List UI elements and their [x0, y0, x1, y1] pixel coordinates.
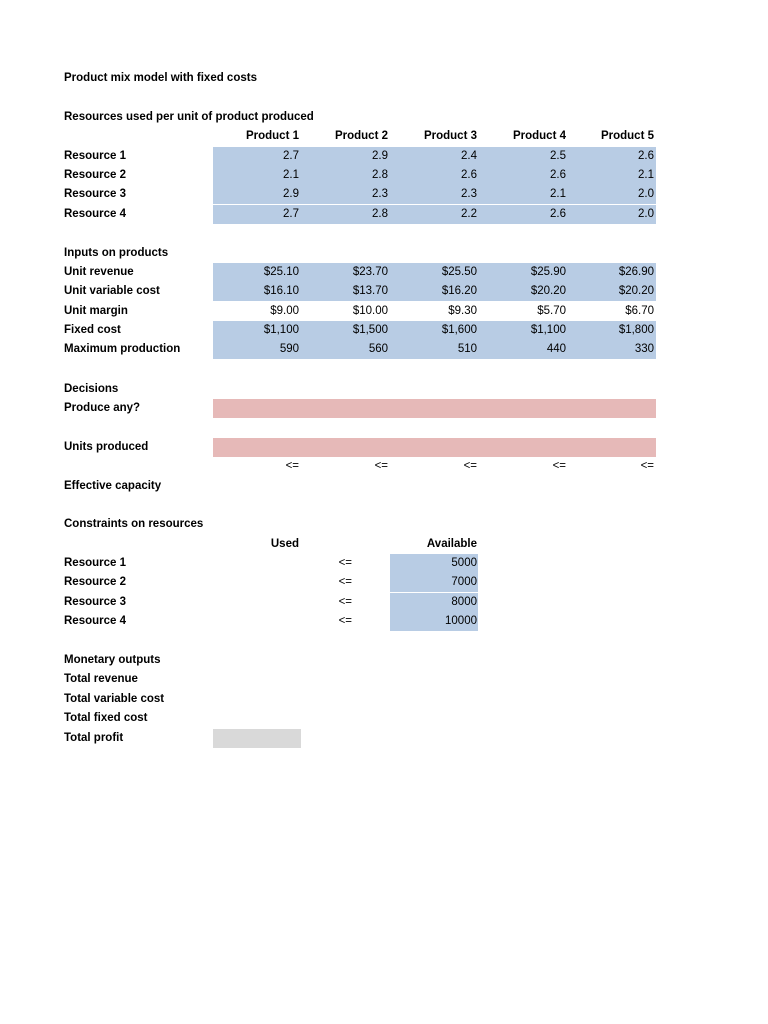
input-row [0, 282, 768, 301]
input-cell[interactable]: $1,100 [263, 324, 299, 336]
row-label: Effective capacity [64, 480, 162, 492]
computed-row [0, 302, 768, 321]
input-cell[interactable]: $20.20 [618, 285, 654, 297]
input-cell[interactable]: 2.8 [372, 169, 388, 181]
input-cell[interactable]: 2.6 [550, 208, 566, 220]
units-produced-row [0, 438, 768, 457]
product-header: Product 5 [600, 130, 654, 142]
le-symbol: <= [463, 460, 477, 472]
computed-cell[interactable]: $10.00 [352, 305, 388, 317]
input-cell[interactable]: 510 [457, 343, 477, 355]
le-symbol: <= [338, 615, 352, 627]
produce-any-row [0, 399, 768, 418]
input-cell[interactable]: 2.1 [638, 169, 654, 181]
input-cell[interactable]: 2.3 [372, 188, 388, 200]
input-cell[interactable]: $1,100 [530, 324, 566, 336]
total-profit-row [0, 729, 768, 748]
constraints-header-row [0, 535, 768, 554]
input-cell[interactable]: 330 [634, 343, 654, 355]
available-cell[interactable]: 7000 [451, 576, 477, 588]
total-revenue-row [0, 670, 768, 689]
input-cell[interactable]: $26.90 [618, 266, 654, 278]
constraint-row [0, 593, 768, 612]
constraints-heading-row [0, 515, 768, 534]
input-row [0, 263, 768, 282]
row-label: Resource 3 [64, 596, 127, 608]
input-cell[interactable]: 440 [546, 343, 566, 355]
computed-cell[interactable]: $5.70 [537, 305, 566, 317]
row-label: Resource 4 [64, 615, 127, 627]
row-label: Resource 4 [64, 208, 127, 220]
available-cell[interactable]: 5000 [451, 557, 477, 569]
produce-any-cells[interactable] [213, 399, 656, 418]
le-symbol: <= [374, 460, 388, 472]
input-cell[interactable]: $1,600 [441, 324, 477, 336]
row-label: Resource 1 [64, 150, 127, 162]
available-cell[interactable]: 10000 [445, 615, 477, 627]
le-symbol: <= [338, 557, 352, 569]
decisions-heading-row [0, 380, 768, 399]
resource-usage-row [0, 147, 768, 166]
constraints-heading: Constraints on resources [64, 518, 204, 530]
row-label: Produce any? [64, 402, 141, 414]
input-cell[interactable]: 560 [368, 343, 388, 355]
product-header: Product 4 [512, 130, 566, 142]
computed-cell[interactable]: $9.30 [448, 305, 477, 317]
monetary-heading-row [0, 651, 768, 670]
input-cell[interactable]: $16.10 [263, 285, 299, 297]
available-header: Available [426, 538, 477, 550]
le-symbol: <= [338, 576, 352, 588]
computed-cell[interactable]: $9.00 [270, 305, 299, 317]
input-cell[interactable]: 2.4 [461, 150, 477, 162]
units-produced-cells[interactable] [213, 438, 656, 457]
computed-cell[interactable]: $6.70 [625, 305, 654, 317]
le-row [0, 457, 768, 476]
resources-heading: Resources used per unit of product produced [64, 111, 314, 123]
row-label: Unit variable cost [64, 285, 160, 297]
product-header-row [0, 127, 768, 146]
monetary-heading: Monetary outputs [64, 654, 161, 666]
input-cell[interactable]: 2.7 [283, 208, 299, 220]
input-cell[interactable]: $25.10 [263, 266, 299, 278]
input-cell[interactable]: 2.1 [550, 188, 566, 200]
constraint-row [0, 573, 768, 592]
product-header: Product 2 [334, 130, 388, 142]
row-label: Maximum production [64, 343, 181, 355]
total-profit-cell[interactable] [213, 729, 301, 748]
input-cell[interactable]: 2.3 [461, 188, 477, 200]
input-cell[interactable]: $1,800 [618, 324, 654, 336]
resource-usage-row [0, 185, 768, 204]
row-label: Unit revenue [64, 266, 134, 278]
input-cell[interactable]: $13.70 [352, 285, 388, 297]
input-cell[interactable]: $25.90 [530, 266, 566, 278]
available-cell[interactable]: 8000 [451, 596, 477, 608]
row-label: Units produced [64, 441, 149, 453]
row-label: Fixed cost [64, 324, 121, 336]
row-label: Total revenue [64, 673, 138, 685]
input-cell[interactable]: 2.6 [638, 150, 654, 162]
row-label: Resource 3 [64, 188, 127, 200]
inputs-heading: Inputs on products [64, 247, 169, 259]
le-symbol: <= [640, 460, 654, 472]
page-title: Product mix model with fixed costs [64, 72, 257, 84]
input-cell[interactable]: 2.9 [372, 150, 388, 162]
effective-capacity-row [0, 477, 768, 496]
total-variable-cost-row [0, 690, 768, 709]
input-cell[interactable]: $20.20 [530, 285, 566, 297]
constraint-row [0, 612, 768, 631]
row-label: Unit margin [64, 305, 128, 317]
product-header: Product 3 [423, 130, 477, 142]
input-cell[interactable]: 2.9 [283, 188, 299, 200]
row-label: Resource 2 [64, 576, 127, 588]
resources-heading-row [0, 108, 768, 127]
decisions-heading: Decisions [64, 383, 119, 395]
row-label: Total variable cost [64, 693, 165, 705]
input-cell[interactable]: $16.20 [441, 285, 477, 297]
row-label: Resource 1 [64, 557, 127, 569]
row-label: Resource 2 [64, 169, 127, 181]
input-cell[interactable]: 2.0 [638, 188, 654, 200]
input-row [0, 321, 768, 340]
row-label: Total fixed cost [64, 712, 148, 724]
input-cell[interactable]: $1,500 [352, 324, 388, 336]
resource-usage-row [0, 205, 768, 224]
title-row [0, 69, 768, 88]
le-symbol: <= [285, 460, 299, 472]
input-cell[interactable]: 2.0 [638, 208, 654, 220]
inputs-heading-row [0, 244, 768, 263]
le-symbol: <= [552, 460, 566, 472]
input-cell[interactable]: 590 [279, 343, 299, 355]
product-header: Product 1 [245, 130, 299, 142]
input-cell[interactable]: 2.6 [461, 169, 477, 181]
total-fixed-cost-row [0, 709, 768, 728]
input-cell[interactable]: 2.1 [283, 169, 299, 181]
input-cell[interactable]: 2.6 [550, 169, 566, 181]
row-label: Total profit [64, 732, 124, 744]
constraint-row [0, 554, 768, 573]
input-cell[interactable]: $23.70 [352, 266, 388, 278]
input-cell[interactable]: 2.7 [283, 150, 299, 162]
input-row [0, 340, 768, 359]
input-cell[interactable]: 2.2 [461, 208, 477, 220]
le-symbol: <= [338, 596, 352, 608]
used-header: Used [270, 538, 299, 550]
input-cell[interactable]: 2.8 [372, 208, 388, 220]
input-cell[interactable]: 2.5 [550, 150, 566, 162]
resource-usage-row [0, 166, 768, 185]
input-cell[interactable]: $25.50 [441, 266, 477, 278]
